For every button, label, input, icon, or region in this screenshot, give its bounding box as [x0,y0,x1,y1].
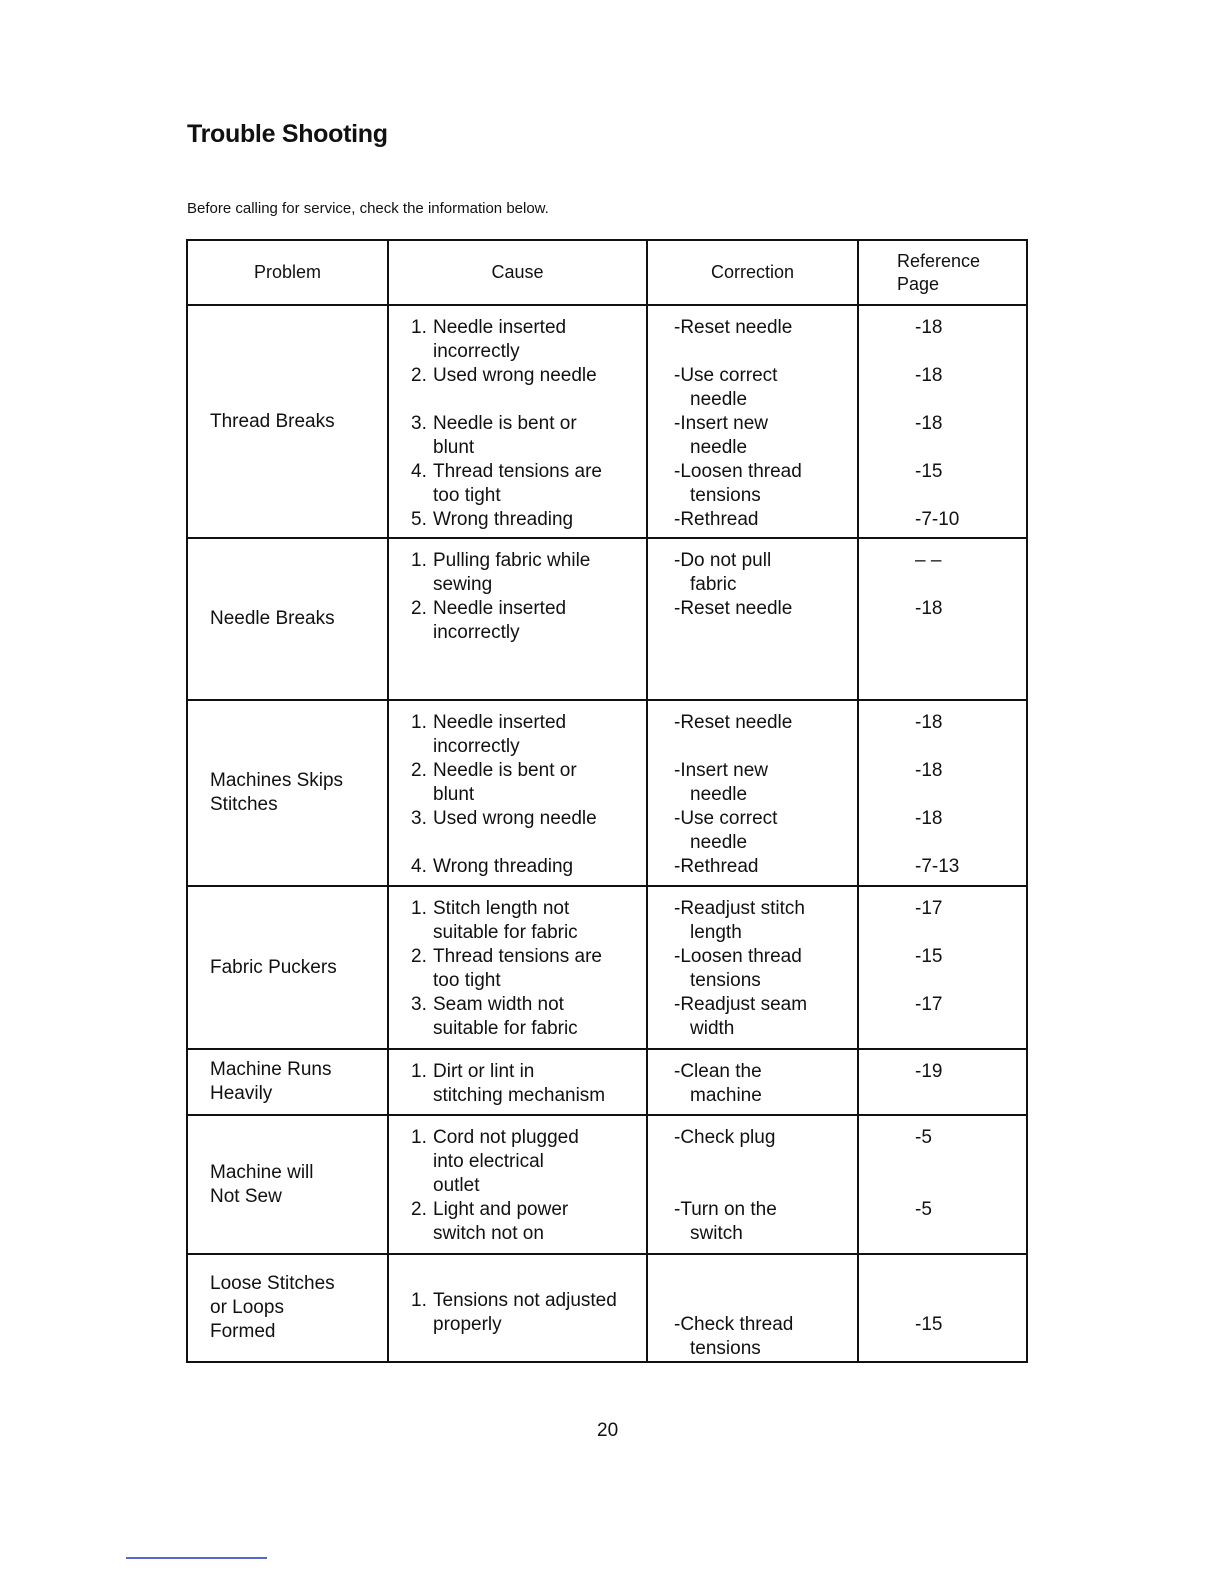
reference-page: -18 [915,808,943,829]
reference-cell [858,1254,1027,1362]
cause-line [411,621,646,645]
cause-text: incorrectly [433,736,520,757]
reference-cell [858,538,1027,700]
cause-line [411,1017,646,1041]
problem-text: Machine Runs [210,1059,332,1080]
correction-text: machine [690,1085,762,1106]
cause-number: 4. [411,856,427,877]
cause-text: Needle is bent or [433,760,577,781]
table-row [187,1049,1027,1115]
cause-line [411,711,646,735]
reference-page: -18 [915,365,943,386]
reference-page [915,921,1026,945]
problem-cell [187,1115,388,1254]
problem-text: Needle Breaks [210,608,335,629]
reference-page [915,1265,1026,1289]
cause-cell [388,1115,647,1254]
cause-number: 1. [411,317,427,338]
reference-page: – – [915,550,942,571]
cause-cell [388,1049,647,1115]
cause-cell [388,700,647,886]
correction-text: fabric [690,574,737,595]
correction-text: -Reset needle [674,598,793,619]
reference-page [915,1174,1026,1198]
cause-line [411,831,646,855]
correction-text [674,340,857,364]
reference-page [915,573,1026,597]
cause-line [411,1060,646,1084]
correction-text: -Readjust stitch [674,898,805,919]
cause-text: Used wrong needle [433,808,597,829]
cause-line [411,945,646,969]
cause-line [411,807,646,831]
reference-page: -5 [915,1127,932,1148]
reference-cell [858,700,1027,886]
correction-text [674,1289,857,1313]
correction-text [674,1174,857,1198]
correction-cell [647,305,858,538]
cause-number: 5. [411,509,427,530]
cause-text: Wrong threading [433,509,574,530]
cause-line [411,1313,646,1337]
table-row [187,700,1027,886]
reference-page [915,1289,1026,1313]
correction-cell [647,1049,858,1115]
cause-text: Thread tensions are [433,946,602,967]
cause-line [411,412,646,436]
cause-text: Needle inserted [433,712,567,733]
correction-text: needle [690,784,748,805]
cause-line [411,1198,646,1222]
table-body [187,305,1027,1362]
correction-text: -Reset needle [674,712,793,733]
cause-number: 3. [411,808,427,829]
correction-cell [647,700,858,886]
cause-line [411,364,646,388]
cause-cell [388,305,647,538]
cause-line [411,1289,646,1313]
problem-text: Not Sew [210,1185,282,1207]
reference-page [915,783,1026,807]
correction-text: width [690,1018,735,1039]
cause-text: blunt [433,784,475,805]
correction-text [674,1150,857,1174]
correction-text: -Use correct [674,808,778,829]
correction-text: -Rethread [674,509,759,530]
cause-line [411,897,646,921]
reference-page: -15 [915,1314,943,1335]
correction-cell [647,1254,858,1362]
cause-text: Pulling fabric while [433,550,591,571]
cause-number: 2. [411,946,427,967]
correction-text [674,735,857,759]
problem-cell [187,538,388,700]
header-cause: Cause [388,240,647,305]
cause-line [411,573,646,597]
cause-cell [388,886,647,1049]
header-problem: Problem [187,240,388,305]
correction-text: -Clean the [674,1061,762,1082]
cause-text: Needle inserted [433,317,567,338]
cause-line [411,1265,646,1289]
cause-text: Seam width not [433,994,564,1015]
reference-cell [858,1049,1027,1115]
cause-text: incorrectly [433,341,520,362]
cause-line [411,460,646,484]
correction-text: -Reset needle [674,317,793,338]
intro-text: Before calling for service, check the information below. [187,200,549,217]
troubleshooting-table [186,239,1028,1363]
correction-cell [647,1115,858,1254]
cause-text: Wrong threading [433,856,574,877]
table-header-row [187,240,1027,305]
table-row [187,886,1027,1049]
cause-line [411,484,646,508]
correction-text: -Check plug [674,1127,776,1148]
cause-cell [388,1254,647,1362]
reference-page: -18 [915,413,943,434]
cause-line [411,1222,646,1246]
cause-line [411,436,646,460]
problem-text: Stitches [210,794,278,815]
correction-text [674,1265,857,1289]
cause-text: suitable for fabric [433,1018,578,1039]
cause-line [411,783,646,807]
problem-text: or Loops [210,1297,284,1318]
cause-line [411,340,646,364]
reference-cell [858,886,1027,1049]
correction-text: needle [690,389,748,410]
correction-text: -Insert new [674,413,768,434]
correction-text: needle [690,437,748,458]
cause-text: stitching mechanism [433,1085,606,1106]
correction-cell [647,886,858,1049]
cause-text: Needle is bent or [433,413,577,434]
cause-text: Needle inserted [433,598,567,619]
problem-text: Machine will [210,1161,314,1183]
cause-number: 2. [411,760,427,781]
table-row [187,1254,1027,1362]
reference-page: -7-10 [915,509,960,530]
correction-text: -Readjust seam [674,994,808,1015]
reference-page: -18 [915,317,943,338]
reference-page [915,340,1026,364]
cause-text: Used wrong needle [433,365,597,386]
problem-cell [187,886,388,1049]
reference-page: -18 [915,760,943,781]
cause-number: 1. [411,898,427,919]
problem-text: Formed [210,1321,276,1342]
page-title: Trouble Shooting [187,120,388,148]
problem-cell [187,305,388,538]
cause-line [411,969,646,993]
reference-page [915,1150,1026,1174]
correction-text: -Turn on the [674,1199,777,1220]
cause-number: 2. [411,598,427,619]
correction-text: -Use correct [674,365,778,386]
cause-line [411,735,646,759]
cause-number: 1. [411,1290,427,1311]
cause-text: Thread tensions are [433,461,602,482]
reference-page: -17 [915,994,943,1015]
problem-text: Loose Stitches [210,1273,335,1294]
cause-number: 4. [411,461,427,482]
correction-text: -Loosen thread [674,461,802,482]
cause-line [411,316,646,340]
reference-page: -18 [915,598,943,619]
cause-number: 2. [411,365,427,386]
table-row [187,305,1027,538]
cause-number: 3. [411,994,427,1015]
cause-text: too tight [433,970,501,991]
footer-rule [126,1557,267,1559]
correction-text: -Do not pull [674,550,772,571]
cause-text: Dirt or lint in [433,1061,535,1082]
cause-line [411,759,646,783]
reference-page [915,436,1026,460]
correction-text: -Insert new [674,760,768,781]
table-row [187,538,1027,700]
correction-text: length [690,922,742,943]
cause-line [411,855,646,879]
problem-text: Machines Skips [210,770,344,791]
cause-line [411,508,646,532]
correction-text: -Rethread [674,856,759,877]
reference-page [915,831,1026,855]
correction-text: -Loosen thread [674,946,802,967]
cause-line [411,1126,646,1150]
cause-text: switch not on [433,1223,544,1244]
cause-line [411,1174,646,1198]
table-row [187,1115,1027,1254]
correction-text: switch [690,1223,743,1244]
correction-text: tensions [690,1338,761,1359]
reference-page: -15 [915,946,943,967]
cause-line [411,993,646,1017]
reference-page [915,388,1026,412]
reference-page: -18 [915,712,943,733]
cause-text: Tensions not adjusted [433,1290,617,1311]
problem-text: Thread Breaks [210,410,335,432]
cause-number: 2. [411,1199,427,1220]
header-correction: Correction [647,240,858,305]
cause-line [411,1084,646,1108]
cause-line [411,388,646,412]
cause-text: Cord not plugged [433,1127,579,1148]
header-page: Page [897,273,940,294]
reference-page: -5 [915,1199,932,1220]
header-reference: Reference [897,250,981,271]
cause-text: incorrectly [433,622,520,643]
cause-text: into electrical [433,1151,544,1172]
correction-text: -Check thread [674,1314,794,1335]
correction-text: needle [690,832,748,853]
problem-cell [187,1049,388,1115]
correction-text: tensions [690,485,761,506]
cause-text: sewing [433,574,493,595]
cause-text: outlet [433,1175,480,1196]
correction-cell [647,538,858,700]
reference-page [915,735,1026,759]
cause-number: 1. [411,550,427,571]
cause-text: blunt [433,437,475,458]
page-number: 20 [597,1420,619,1441]
reference-page [915,1017,1026,1041]
correction-text: tensions [690,970,761,991]
cause-line [411,597,646,621]
reference-page: -17 [915,898,943,919]
cause-text: properly [433,1314,502,1335]
reference-page [915,969,1026,993]
problem-text: Fabric Puckers [210,956,337,978]
cause-text: too tight [433,485,501,506]
cause-number: 3. [411,413,427,434]
cause-text: suitable for fabric [433,922,578,943]
reference-page: -19 [915,1061,943,1082]
cause-line [411,549,646,573]
cause-number: 1. [411,712,427,733]
reference-page [915,484,1026,508]
problem-cell [187,1254,388,1362]
cause-text: Stitch length not [433,898,570,919]
reference-cell [858,1115,1027,1254]
header-reference-page [858,240,1027,305]
cause-cell [388,538,647,700]
cause-text: Light and power [433,1199,569,1220]
problem-text: Heavily [210,1083,273,1104]
cause-line [411,921,646,945]
problem-cell [187,700,388,886]
cause-line [411,1150,646,1174]
reference-page: -7-13 [915,856,960,877]
cause-number: 1. [411,1061,427,1082]
reference-cell [858,305,1027,538]
cause-number: 1. [411,1127,427,1148]
reference-page: -15 [915,461,943,482]
